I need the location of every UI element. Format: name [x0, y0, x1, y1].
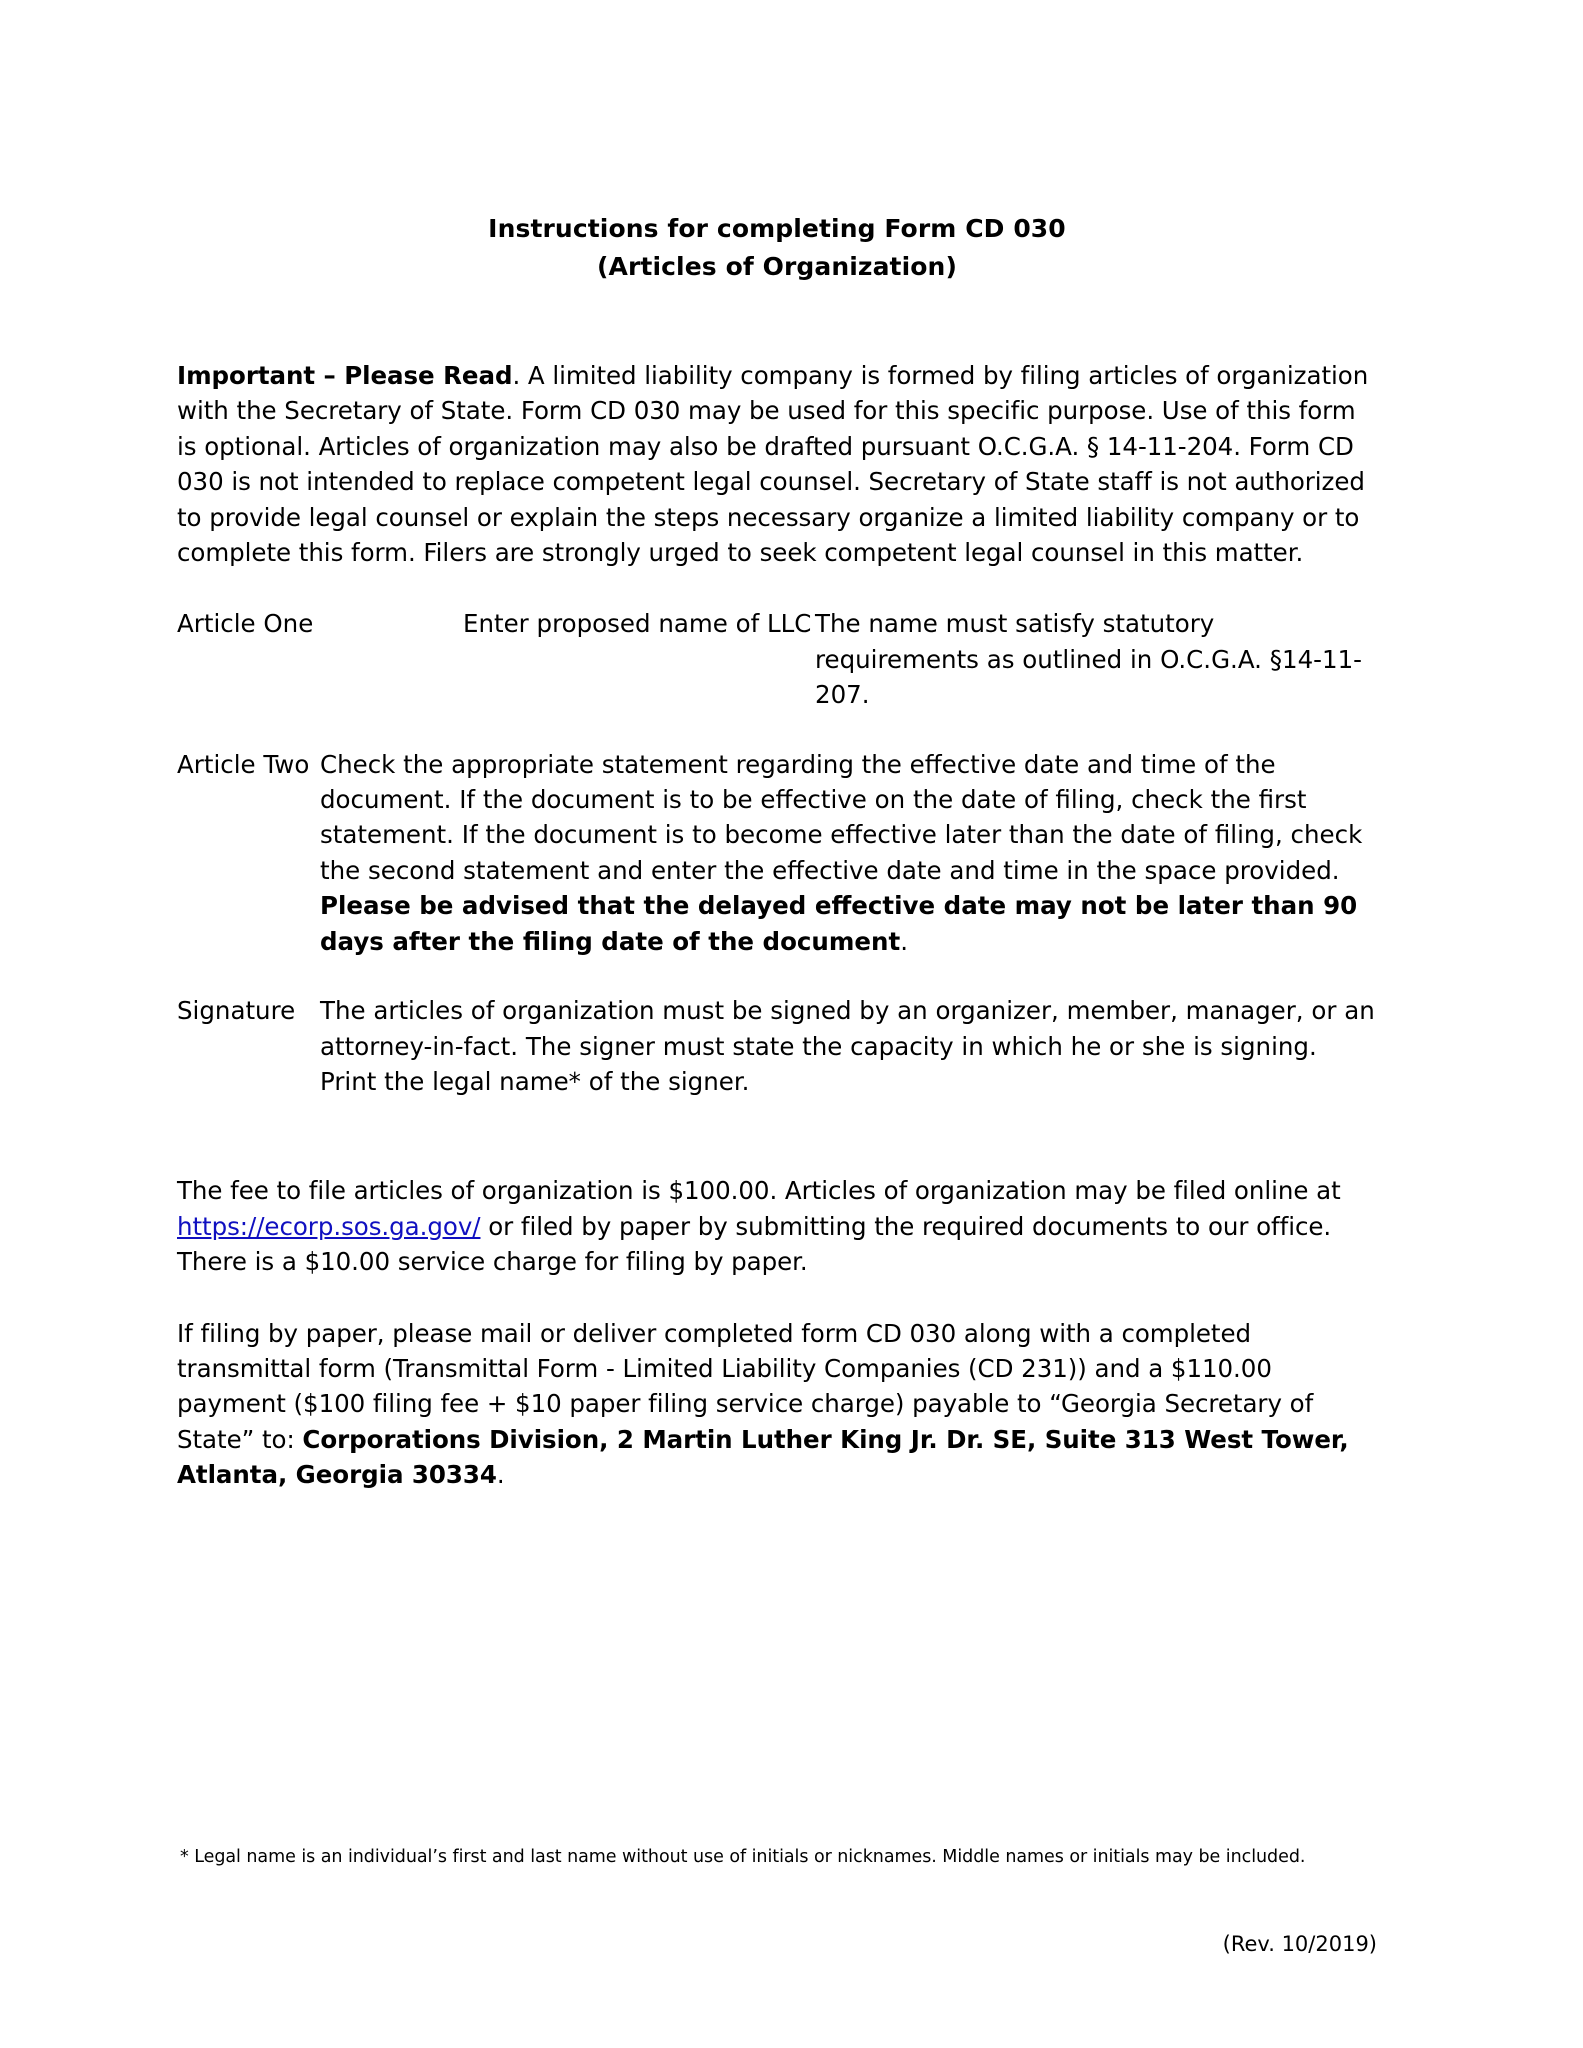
intro-body-text: . A limited liability company is formed by filing articles of organization with the Secretary of State. Form CD 030 may be used for this specific purpose. Use of this form is optional. Articles of organization may also be drafted pursuant O.C.G.A. § 14-11-204. Form CD 030 is not intended to replace competent legal counsel. Secretary of State staff is not authorized to provide legal counsel or explain the steps necessary organize a limited liability company or to complete this form. Filers are strongly urged to seek competent legal counsel in this matter. — [177, 361, 1369, 568]
title-line-1: Instructions for completing Form CD 030 — [488, 214, 1066, 243]
row-article-two-label: Article Two — [177, 749, 310, 779]
spacer — [177, 1280, 1377, 1316]
footnote-legal-name: * Legal name is an individual’s first and last name without use of initials or nicknames. Middle names or initials may be included. — [180, 1847, 1306, 1867]
fee-paragraph — [177, 1173, 1377, 1279]
mailing-text-after-bold: . — [496, 1460, 505, 1490]
fee-text-before-link: The fee to file articles of organization is $100.00. Articles of organization may be filed online at — [177, 1176, 1341, 1206]
row-signature-description: The articles of organization must be signed by an organizer, member, manager, or an attorney-in-fact. The signer must state the capacity in which he or she is signing. Print the legal name* of the signer. — [320, 996, 1375, 1096]
spacer — [177, 1099, 1377, 1173]
row-article-two-description — [320, 747, 1377, 959]
spacer — [177, 570, 1377, 606]
ecorp-portal-link[interactable]: https://ecorp.sos.ga.gov/ — [177, 1211, 481, 1241]
row-article-one-action: Enter proposed name of LLC — [463, 609, 812, 639]
intro-paragraph — [177, 358, 1377, 570]
page-title — [177, 210, 1377, 286]
article-two-text-after-bold: . — [900, 926, 908, 956]
article-two-bold-warning: Please be advised that the delayed effective date may not be later than 90 days after the filing date of the document — [320, 891, 1358, 956]
spacer — [177, 959, 1377, 993]
title-line-2: (Articles of Organization) — [597, 252, 957, 281]
row-article-one — [177, 606, 1377, 712]
fee-text-after-link: or filed by paper by submitting the required documents to our office. There is a $10.00 service charge for filing by paper. — [177, 1211, 1332, 1277]
document-body — [177, 358, 1377, 1493]
revision-stamp: (Rev. 10/2019) — [1222, 1932, 1377, 1956]
mailing-paragraph — [177, 1316, 1377, 1493]
row-article-one-description: The name must satisfy statutory requirements as outlined in O.C.G.A. §14-11- 207. — [815, 609, 1363, 710]
mailing-address-bold: Corporations Division, 2 Martin Luther King Jr. Dr. SE, Suite 313 West Tower, Atlanta, Georgia 30334 — [177, 1424, 1349, 1490]
mailing-text-before-bold: If filing by paper, please mail or deliver completed form CD 030 along with a completed transmittal form (Transmittal Form - Limited Liability Companies (CD 231)) and a $110.00 payment ($100 filing fee + $10 paper filing service charge) payable to “Georgia Secretary of State” to: — [177, 1318, 1314, 1454]
article-two-text-before-bold: Check the appropriate statement regarding the effective date and time of the document. If the document is to be effective on the date of filing, check the first statement. If the document is to become effective later than the date of filing, check the second statement and enter the effective date and time in the space provided. — [320, 749, 1363, 885]
row-signature — [177, 993, 1377, 1099]
row-article-two — [177, 747, 1377, 959]
row-article-one-label: Article One — [177, 609, 314, 639]
row-signature-label: Signature — [177, 996, 296, 1026]
intro-lead-bold: Important – Please Read — [177, 361, 513, 390]
spacer — [177, 713, 1377, 747]
